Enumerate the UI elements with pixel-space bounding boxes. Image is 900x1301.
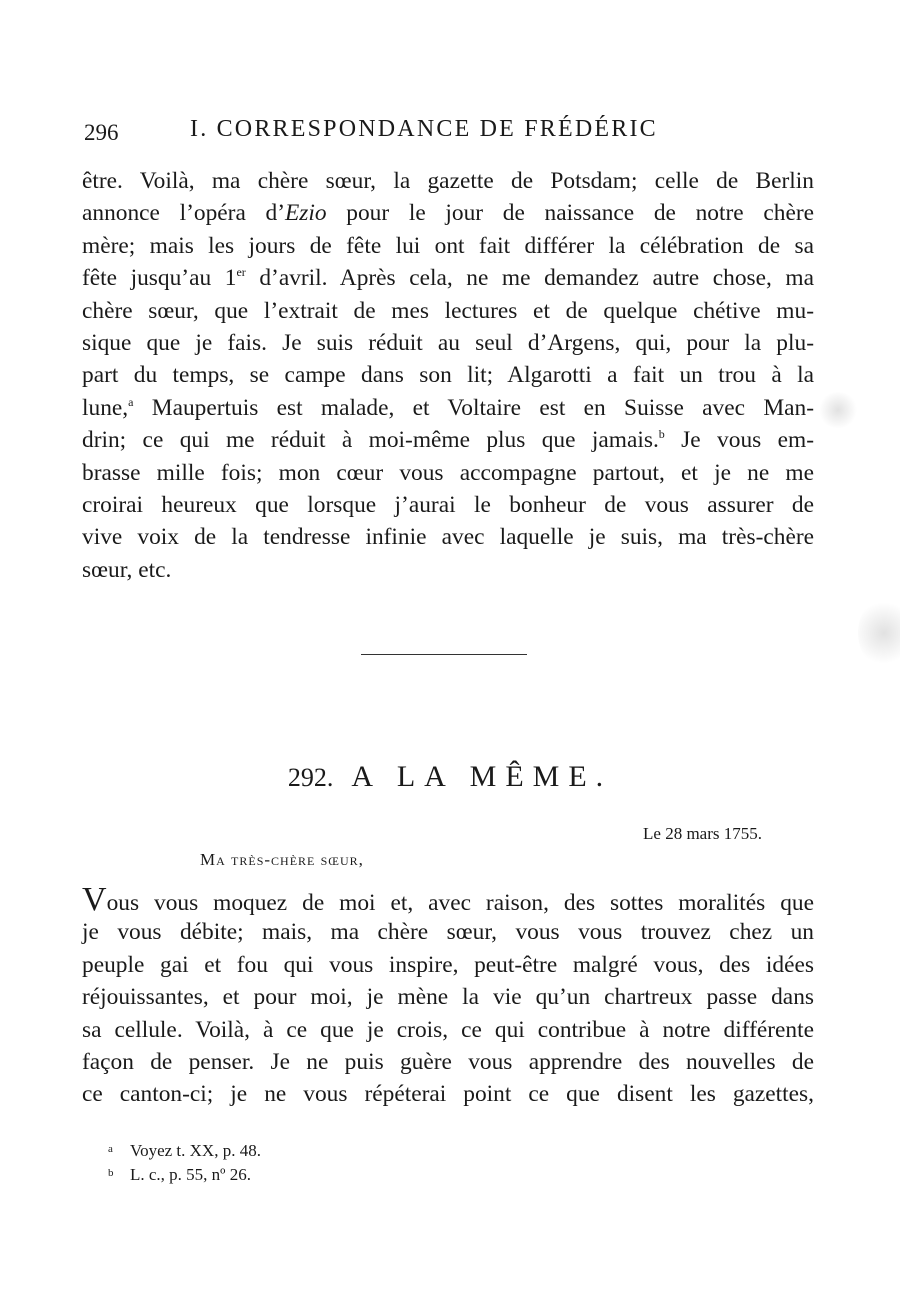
text-run: Je vous em-: [664, 427, 814, 454]
letter-date: Le 28 mars 1755.: [643, 824, 762, 843]
text-line: sa cellule. Voilà, à ce que je crois, ce qui contribue à notre différente: [82, 1016, 814, 1043]
text-run: fête jusqu’au 1: [82, 265, 237, 292]
letter-title: A LA MÊME.: [351, 760, 613, 793]
text-run: annonce l’opéra d’: [82, 200, 286, 227]
footnote-text: L. c., p. 55, nº 26.: [130, 1165, 251, 1184]
text-line: [82, 262, 814, 294]
paper-smudge: [818, 392, 858, 428]
text-run: d’avril. Après cela, ne me demandez autre chose, ma: [245, 265, 814, 292]
text-line: croirai heureux que lorsque j’aurai le bonheur de vous assurer de: [82, 491, 814, 518]
text-line: façon de penser. Je ne puis guère vous apprendre des nouvelles de: [82, 1048, 814, 1075]
page-number: 296: [84, 120, 119, 145]
text-line: [82, 392, 814, 424]
text-line: mère; mais les jours de fête lui ont fait différer la célébration de sa: [82, 232, 814, 259]
letter-number: 292.: [287, 763, 334, 792]
footnote-mark: b: [108, 1167, 114, 1179]
text-run: ous vous moquez de moi et, avec raison, des sottes moralités que: [106, 890, 814, 916]
paper-smudge: [858, 598, 900, 668]
text-line: sique que je fais. Je suis réduit au seul d’Argens, qui, pour la plu-: [82, 329, 814, 356]
text-run: pour le jour de naissance de notre chère: [326, 200, 814, 227]
running-head: [84, 116, 824, 150]
text-line: [82, 197, 814, 229]
text-line: réjouissantes, et pour moi, je mène la vie qu’un chartreux passe dans: [82, 984, 814, 1011]
text-line: chère sœur, que l’extrait de mes lectures et de quelque chétive mu-: [82, 297, 814, 324]
text-line: part du temps, se campe dans son lit; Algarotti a fait un trou à la: [82, 362, 814, 389]
text-line: [82, 424, 814, 456]
text-run: drin; ce qui me réduit à moi-même plus que jamais.: [82, 427, 659, 454]
text-line: sœur, etc.: [82, 556, 172, 583]
text-run: Maupertuis est malade, et Voltaire est en Suisse avec Man-: [133, 394, 814, 421]
footnote-b: [108, 1162, 261, 1186]
continued-letter-text: [82, 165, 814, 586]
footnote-text: Voyez t. XX, p. 48.: [130, 1141, 261, 1160]
text-run: lune,: [82, 394, 129, 421]
running-title: I. CORRESPONDANCE DE FRÉDÉRIC: [190, 116, 658, 142]
footnotes: [108, 1138, 261, 1186]
text-line: peuple gai et fou qui vous inspire, peut-être malgré vous, des idées: [82, 951, 814, 978]
opera-title-italic: Ezio: [285, 200, 327, 227]
footnote-a: [108, 1138, 261, 1162]
text-line: être. Voilà, ma chère sœur, la gazette de Potsdam; celle de Berlin: [82, 168, 814, 194]
text-line: vive voix de la tendresse infinie avec laquelle je suis, ma très-chère: [82, 524, 814, 551]
letter-salutation: Ma très-chère sœur,: [200, 850, 364, 869]
section-divider: [361, 654, 527, 655]
footnote-ref-b: b: [658, 427, 665, 442]
text-line: [82, 881, 814, 918]
text-line: ce canton-ci; je ne vous répéterai point ce que disent les gazettes,: [82, 1081, 814, 1108]
drop-cap: V: [82, 881, 107, 918]
letter-heading: [0, 760, 900, 794]
footnote-ref-a: a: [128, 394, 134, 409]
footnote-mark: a: [108, 1143, 113, 1155]
ordinal-superscript: er: [236, 265, 246, 280]
letter-body-text: [82, 881, 814, 1111]
text-line: brasse mille fois; mon cœur vous accompagne partout, et je ne me: [82, 459, 814, 486]
text-line: je vous débite; mais, ma chère sœur, vous vous trouvez chez un: [82, 919, 814, 946]
